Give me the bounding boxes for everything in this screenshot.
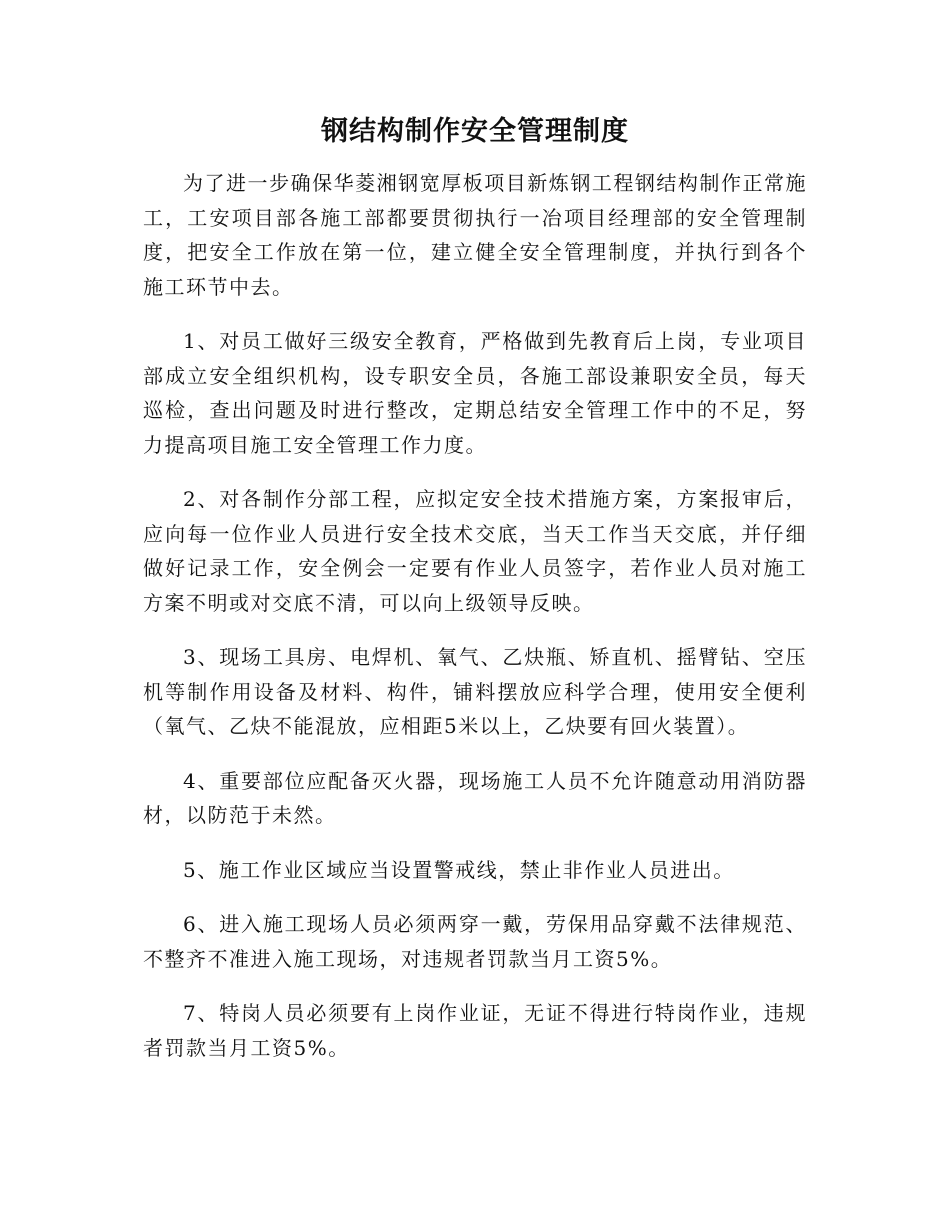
intro-paragraph: 为了进一步确保华菱湘钢宽厚板项目新炼钢工程钢结构制作正常施工，工安项目部各施工部都要贯彻执行一冶项目经理部的安全管理制度，把安全工作放在第一位，建立健全安全管理制度，并执行到各个施工环节中去。 <box>143 171 807 299</box>
rule-paragraph-2: 2、对各制作分部工程，应拟定安全技术措施方案，方案报审后，应向每一位作业人员进行安全技术交底，当天工作当天交底，并仔细做好记录工作，安全例会一定要有作业人员签字，若作业人员对施工方案不明或对交底不清，可以向上级领导反映。 <box>143 487 807 615</box>
rule-paragraph-5: 5、施工作业区域应当设置警戒线，禁止非作业人员进出。 <box>183 857 735 882</box>
rule-paragraph-4: 4、重要部位应配备灭火器，现场施工人员不允许随意动用消防器材，以防范于未然。 <box>143 768 807 827</box>
rule-paragraph-7: 7、特岗人员必须要有上岗作业证，无证不得进行特岗作业，违规者罚款当月工资5%。 <box>143 1001 807 1060</box>
rule-paragraph-6: 6、进入施工现场人员必须两穿一戴，劳保用品穿戴不法律规范、不整齐不准进入施工现场，对违规者罚款当月工资5%。 <box>143 912 807 971</box>
rule-paragraph-3: 3、现场工具房、电焊机、氧气、乙炔瓶、矫直机、摇臂钻、空压机等制作用设备及材料、构件，铺料摆放应科学合理，使用安全便利（氧气、乙炔不能混放，应相距5米以上，乙炔要有回火装置）。 <box>143 645 807 738</box>
rule-paragraph-1: 1、对员工做好三级安全教育，严格做到先教育后上岗，专业项目部成立安全组织机构，设专职安全员，各施工部设兼职安全员，每天巡检，查出问题及时进行整改，定期总结安全管理工作中的不足，努力提高项目施工安全管理工作力度。 <box>143 329 807 457</box>
document-body <box>143 166 807 1085</box>
document-title: 钢结构制作安全管理制度 <box>321 116 629 147</box>
